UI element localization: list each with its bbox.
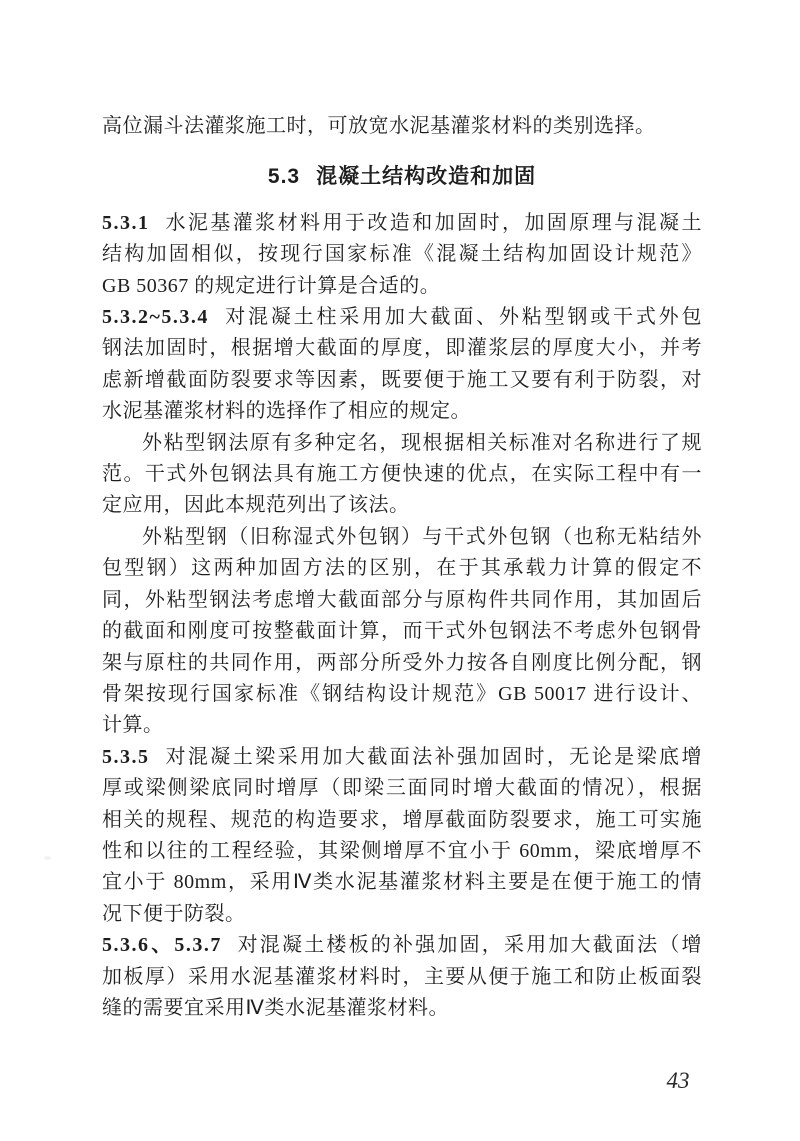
clause-535-text: 对混凝土梁采用加大截面法补强加固时，无论是梁底增 bbox=[163, 745, 702, 768]
clause-531-number: 5.3.1 bbox=[102, 211, 150, 234]
text-line: 加板厚）采用水泥基灌浆材料时，主要从便于施工和防止板面裂 bbox=[102, 965, 702, 988]
text-line: 况下便于防裂。 bbox=[102, 902, 246, 925]
text-line: 相关的规程、规范的构造要求，增厚截面防裂要求，施工可实施 bbox=[102, 808, 702, 831]
text-line: 的截面和刚度可按整截面计算，而干式外包钢法不考虑外包钢骨 bbox=[102, 620, 702, 643]
text-line: 钢法加固时，根据增大截面的厚度，即灌浆层的厚度大小，并考 bbox=[102, 337, 702, 360]
scan-artifact bbox=[44, 856, 51, 860]
clause-532-text: 对混凝土柱采用加大截面、外粘型钢或干式外包 bbox=[222, 306, 702, 329]
text-block bbox=[102, 111, 702, 1024]
text-line: 水泥基灌浆材料的选择作了相应的规定。 bbox=[102, 400, 471, 423]
text-line: 计算。 bbox=[102, 714, 164, 737]
text-line: 结构加固相似，按现行国家标准《混凝土结构加固设计规范》 bbox=[102, 243, 702, 266]
text-line: 外粘型钢（旧称湿式外包钢）与干式外包钢（也称无粘结外 bbox=[142, 525, 702, 548]
clause-531-line bbox=[102, 208, 702, 239]
text-line: 架与原柱的共同作用，两部分所受外力按各自刚度比例分配，钢 bbox=[102, 651, 702, 674]
clause-532-number: 5.3.2~5.3.4 bbox=[102, 306, 209, 329]
text-line: 宜小于 80mm，采用Ⅳ类水泥基灌浆材料主要是在便于施工的情 bbox=[102, 871, 702, 894]
clause-536-number: 5.3.6、5.3.7 bbox=[102, 934, 222, 957]
clause-535-number: 5.3.5 bbox=[102, 745, 150, 768]
section-heading-number: 5.3 bbox=[267, 165, 301, 189]
text-line: 范。干式外包钢法具有施工方便快速的优点，在实际工程中有一 bbox=[102, 463, 702, 486]
text-line: 外粘型钢法原有多种定名，现根据相关标准对名称进行了规 bbox=[142, 431, 702, 454]
clause-535-line bbox=[102, 742, 702, 773]
text-line: 缝的需要宜采用Ⅳ类水泥基灌浆材料。 bbox=[102, 996, 449, 1019]
text-line: GB 50367 的规定进行计算是合适的。 bbox=[102, 274, 441, 297]
page-number: 43 bbox=[666, 1068, 690, 1093]
text-line: 同，外粘型钢法考虑增大截面部分与原构件共同作用，其加固后 bbox=[102, 588, 702, 611]
clause-531-text: 水泥基灌浆材料用于改造和加固时，加固原理与混凝土 bbox=[163, 211, 702, 234]
clause-536-text: 对混凝土楼板的补强加固，采用加大截面法（增 bbox=[235, 934, 703, 957]
text-line: 性和以往的工程经验，其梁侧增厚不宜小于 60mm，梁底增厚不 bbox=[102, 839, 702, 862]
clause-532-line bbox=[102, 302, 702, 333]
text-line: 厚或梁侧梁底同时增厚（即梁三面同时增大截面的情况），根据 bbox=[102, 777, 702, 800]
text-line: 虑新增截面防裂要求等因素，既要便于施工又要有利于防裂，对 bbox=[102, 368, 702, 391]
text-line: 骨架按现行国家标准《钢结构设计规范》GB 50017 进行设计、 bbox=[102, 682, 702, 705]
intro-line: 高位漏斗法灌浆施工时，可放宽水泥基灌浆材料的类别选择。 bbox=[102, 115, 656, 137]
text-line: 包型钢）这两种加固方法的区别，在于其承载力计算的假定不 bbox=[102, 557, 702, 580]
clause-536-line bbox=[102, 930, 702, 961]
section-heading-title: 混凝土结构改造和加固 bbox=[316, 165, 537, 189]
section-heading bbox=[102, 161, 702, 192]
text-line: 定应用，因此本规范列出了该法。 bbox=[102, 494, 410, 517]
